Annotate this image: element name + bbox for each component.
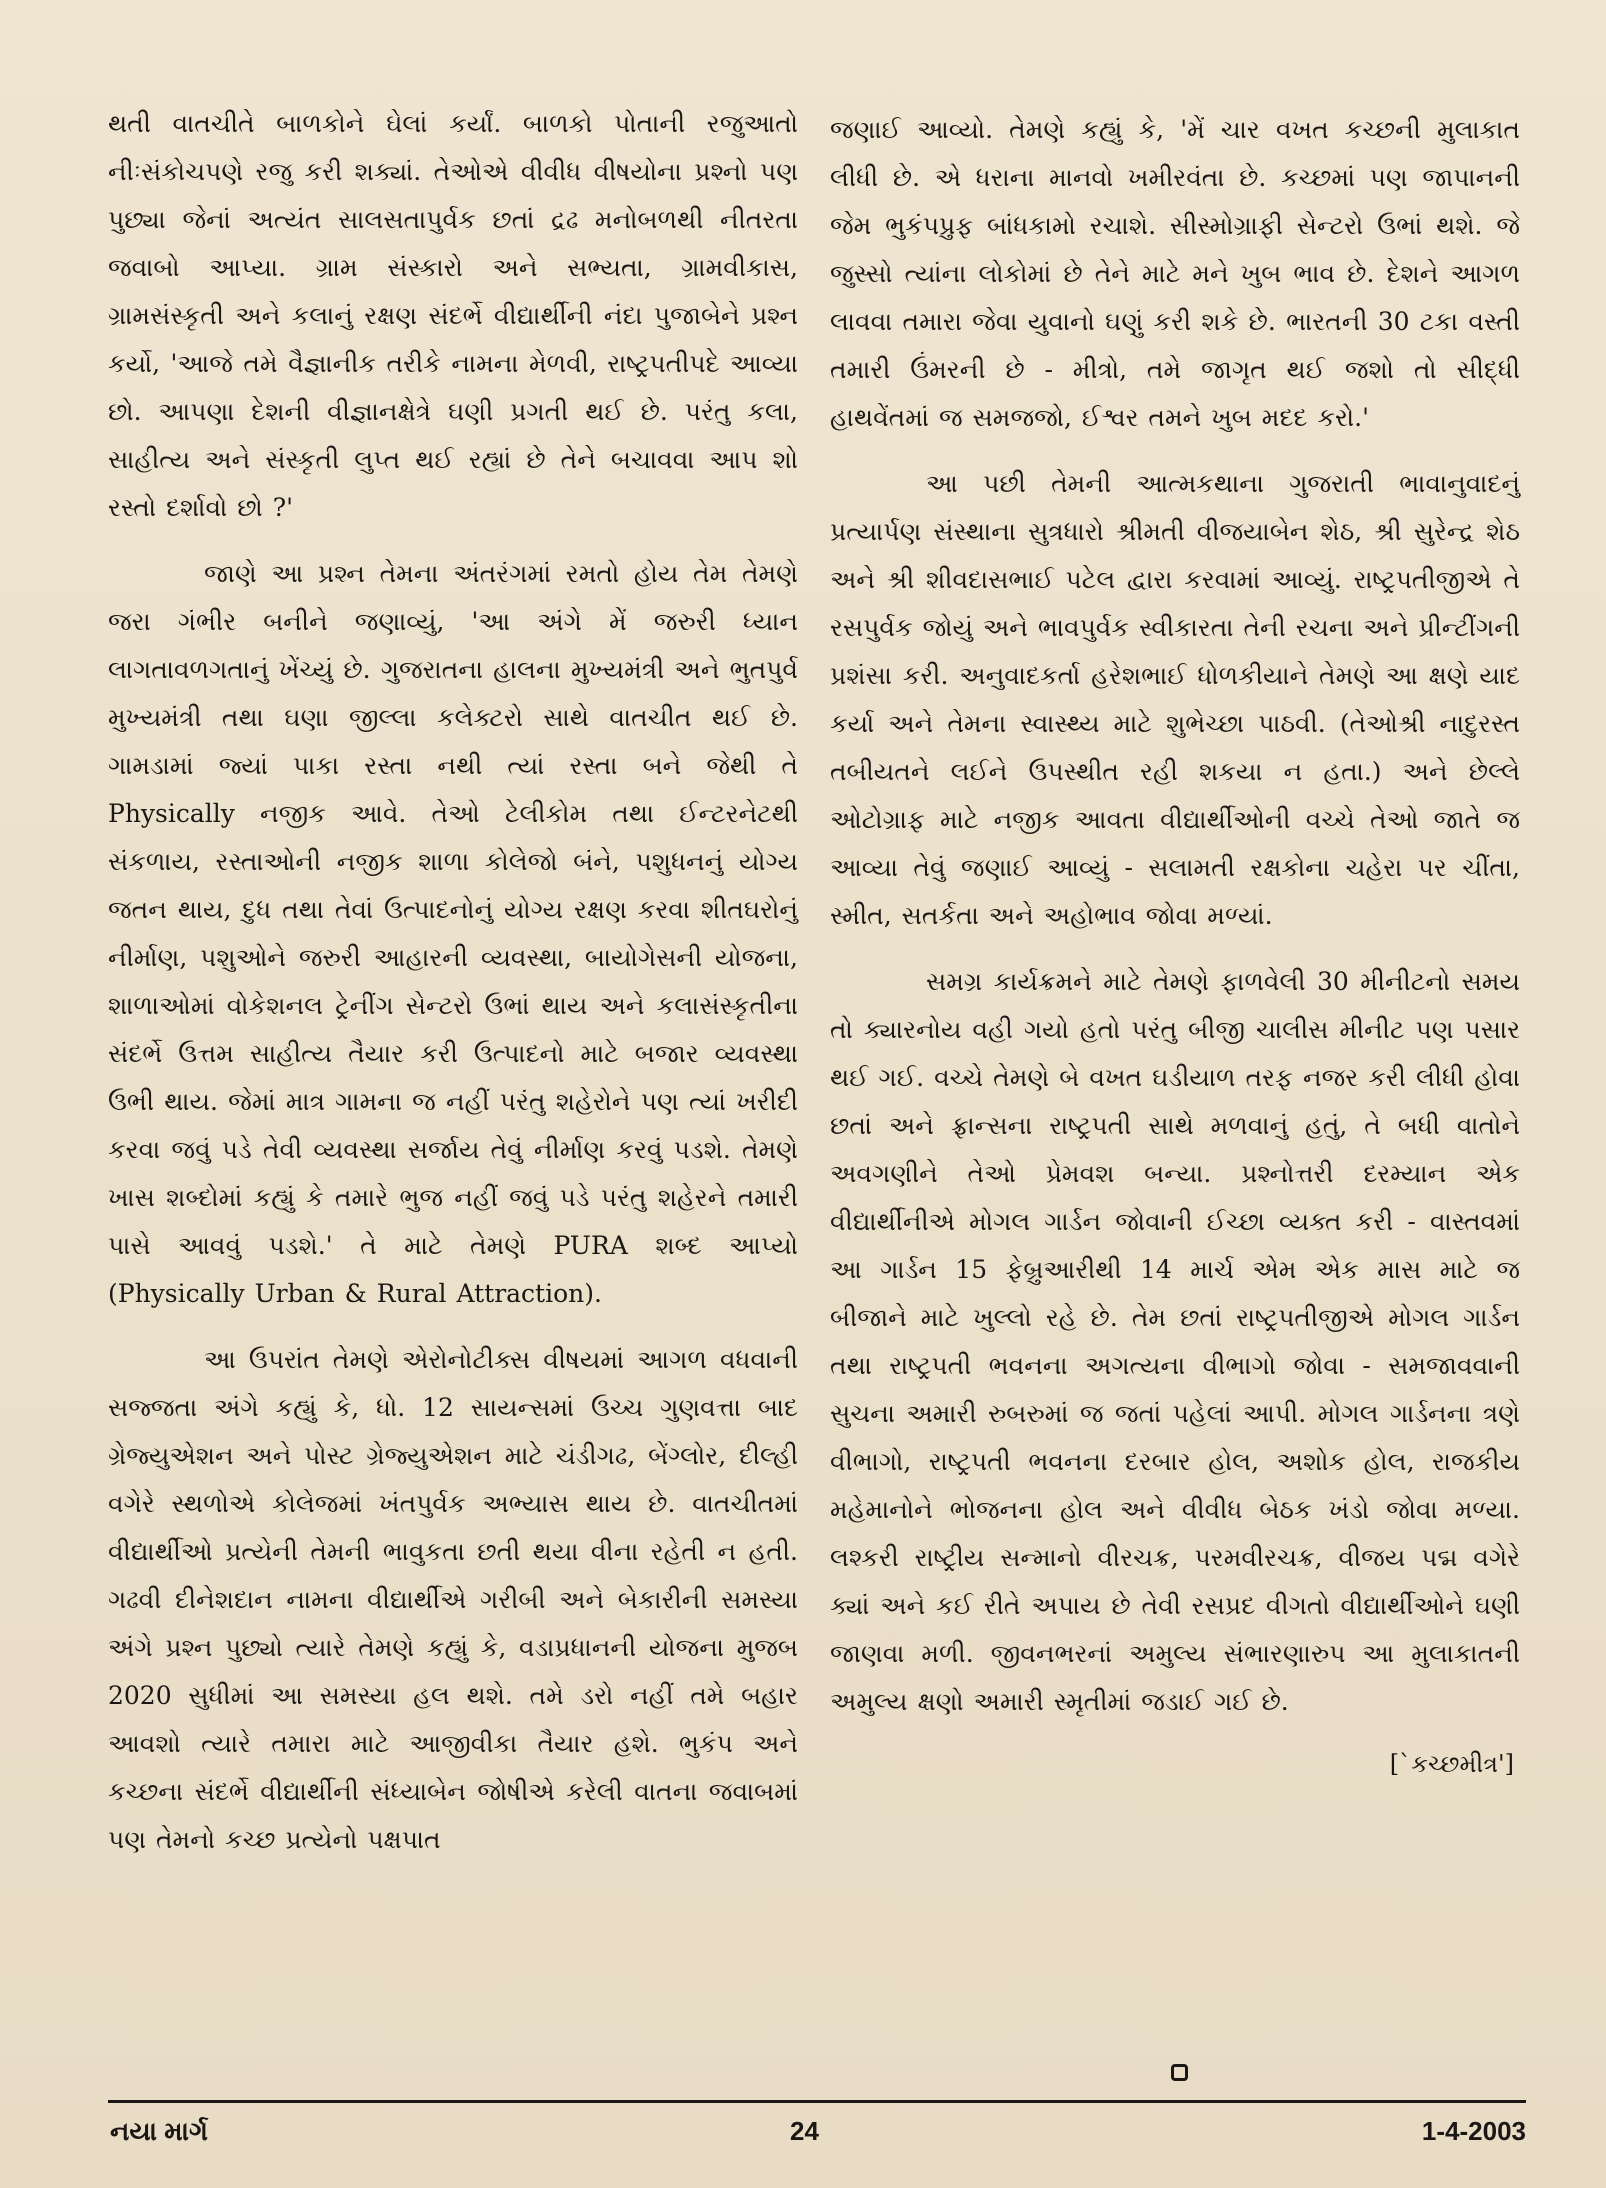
end-of-article-square-icon xyxy=(1171,2064,1188,2081)
paragraph: સમગ્ર કાર્યક્રમને માટે તેમણે ફાળવેલી 30 મીનીટનો સમય તો ક્યારનોય વહી ગયો હતો પરંતુ બીજી ચાલીસ મીનીટ પણ પસાર થઈ ગઈ. વચ્ચે તેમણે બે વખત ઘડીયાળ તરફ નજર કરી લીધી હોવા છતાં અને ફ્રાન્સના રાષ્ટ્રપતી સાથે મળવાનું હતું, તે બધી વાતોને અવગણીને તેઓ પ્રેમવશ બન્યા. પ્રશ્નોત્તરી દરમ્યાન એક વીદ્યાર્થીનીએ મોગલ ગાર્ડન જોવાની ઈચ્છા વ્યક્ત કરી - વાસ્તવમાં આ ગાર્ડન 15 ફેબ્રુઆરીથી 14 માર્ચ એમ એક માસ માટે જ બીજાને માટે ખુલ્લો રહે છે. તેમ છતાં રાષ્ટ્રપતીજીએ મોગલ ગાર્ડન તથા રાષ્ટ્રપતી ભવનના અગત્યના વીભાગો જોવા - સમજાવવાની સુચના અમારી રુબરુમાં જ જતાં પહેલાં આપી. મોગલ ગાર્ડનના ત્રણે વીભાગો, રાષ્ટ્રપતી ભવનના દરબાર હોલ, અશોક હોલ, રાજકીય મહેમાનોને ભોજનના હોલ અને વીવીધ બેઠક ખંડો જોવા મળ્યા. લશ્કરી રાષ્ટ્રીય સન્માનો વીરચક્ર, પરમવીરચક્ર, વીજય પદ્મ વગેરે ક્યાં અને કઈ રીતે અપાય છે તેવી રસપ્રદ વીગતો વીદ્યાર્થીઓને ઘણી જાણવા મળી. જીવનભરનાં અમુલ્ય સંભારણારુપ આ મુલાકાતની અમુલ્ય ક્ષણો અમારી સ્મૃતીમાં જડાઈ ગઈ છે. xyxy=(830,967,1520,1716)
source-credit: [`કચ્છમીત્ર'] xyxy=(1389,1750,1514,1778)
page-number: 24 xyxy=(790,2116,819,2146)
magazine-name: નયા માર્ગ xyxy=(110,2116,208,2146)
right-column xyxy=(830,100,1520,1778)
issue-date: 1-4-2003 xyxy=(1421,2116,1526,2146)
paragraph: થતી વાતચીતે બાળકોને ઘેલાં કર્યાં. બાળકો પોતાની રજુઆતો નીઃસંકોચપણે રજુ કરી શક્યાં. તેઓએ વીવીધ વીષયોના પ્રશ્નો પણ પુછ્યા જેનાં અત્યંત સાલસતાપુર્વક છતાં દ્રઢ મનોબળથી નીતરતા જવાબો આપ્યા. ગ્રામ સંસ્કારો અને સભ્યતા, ગ્રામવીકાસ, ગ્રામસંસ્કૃતી અને કલાનું રક્ષણ સંદર્ભે વીદ્યાર્થીની નંદા પુજાબેને પ્રશ્ન કર્યો, 'આજે તમે વૈજ્ઞાનીક તરીકે નામના મેળવી, રાષ્ટ્રપતીપદે આવ્યા છો. આપણા દેશની વીજ્ઞાનક્ષેત્રે ઘણી પ્રગતી થઈ છે. પરંતુ કલા, સાહીત્ય અને સંસ્કૃતી લુપ્ત થઈ રહ્યાં છે તેને બચાવવા આપ શો રસ્તો દર્શાવો છો ?' xyxy=(108,109,798,522)
paragraph: જાણે આ પ્રશ્ન તેમના અંતરંગમાં રમતો હોય તેમ તેમણે જરા ગંભીર બનીને જણાવ્યું, 'આ અંગે મેં જરુરી ધ્યાન લાગતાવળગતાનું ખેંચ્યું છે. ગુજરાતના હાલના મુખ્યમંત્રી અને ભુતપુર્વ મુખ્યમંત્રી તથા ઘણા જીલ્લા કલેક્ટરો સાથે વાતચીત થઈ છે. ગામડામાં જ્યાં પાકા રસ્તા નથી ત્યાં રસ્તા બને જેથી તે Physically નજીક આવે. તેઓ ટેલીકોમ તથા ઈન્ટરનેટથી સંકળાય, રસ્તાઓની નજીક શાળા કોલેજો બંને, પશુધનનું યોગ્ય જતન થાય, દુધ તથા તેવાં ઉત્પાદનોનું યોગ્ય રક્ષણ કરવા શીતઘરોનું નીર્માણ, પશુઓને જરુરી આહારની વ્યવસ્થા, બાયોગેસની યોજના, શાળાઓમાં વોકેશનલ ટ્રેનીંગ સેન્ટરો ઉભાં થાય અને કલાસંસ્કૃતીના સંદર્ભે ઉત્તમ સાહીત્ય તૈયાર કરી ઉત્પાદનો માટે બજાર વ્યવસ્થા ઉભી થાય. જેમાં માત્ર ગામના જ નહીં પરંતુ શહેરોને પણ ત્યાં ખરીદી કરવા જવું પડે તેવી વ્યવસ્થા સર્જાય તેવું નીર્માણ કરવું પડશે. તેમણે ખાસ શબ્દોમાં કહ્યું કે તમારે ભુજ નહીં જવું પડે પરંતુ શહેરને તમારી પાસે આવવું પડશે.' તે માટે તેમણે PURA શબ્દ આપ્યો (Physically Urban & Rural Attraction). xyxy=(108,559,798,1308)
paragraph: આ ઉપરાંત તેમણે એરોનોટીક્સ વીષયમાં આગળ વધવાની સજ્જતા અંગે કહ્યું કે, ધો. 12 સાયન્સમાં ઉચ્ચ ગુણવત્તા બાદ ગ્રેજ્યુએશન અને પોસ્ટ ગ્રેજ્યુએશન માટે ચંડીગઢ, બેંગ્લોર, દીલ્હી વગેરે સ્થળોએ કોલેજમાં ખંતપુર્વક અભ્યાસ થાય છે. વાતચીતમાં વીદ્યાર્થીઓ પ્રત્યેની તેમની ભાવુકતા છતી થયા વીના રહેતી ન હતી. ગઢવી દીનેશદાન નામના વીદ્યાર્થીએ ગરીબી અને બેકારીની સમસ્યા અંગે પ્રશ્ન પુછ્યો ત્યારે તેમણે કહ્યું કે, વડાપ્રધાનની યોજના મુજબ 2020 સુધીમાં આ સમસ્યા હલ થશે. તમે ડરો નહીં તમે બહાર આવશો ત્યારે તમારા માટે આજીવીકા તૈયાર હશે. ભુકંપ અને કચ્છના સંદર્ભે વીદ્યાર્થીની સંધ્યાબેન જોષીએ કરેલી વાતના જવાબમાં પણ તેમનો કચ્છ પ્રત્યેનો પક્ષપાત xyxy=(108,1345,798,1854)
paragraph: જણાઈ આવ્યો. તેમણે કહ્યું કે, 'મેં ચાર વખત કચ્છની મુલાકાત લીધી છે. એ ધરાના માનવો ખમીરવંતા છે. કચ્છમાં પણ જાપાનની જેમ ભુકંપપ્રુફ બાંધકામો રચાશે. સીસ્મોગ્રાફી સેન્ટરો ઉભાં થશે. જે જુસ્સો ત્યાંના લોકોમાં છે તેને માટે મને ખુબ ભાવ છે. દેશને આગળ લાવવા તમારા જેવા યુવાનો ઘણું કરી શકે છે. ભારતની 30 ટકા વસ્તી તમારી ઉંમરની છે - મીત્રો, તમે જાગૃત થઈ જશો તો સીદ્ધી હાથવેંતમાં જ સમજજો, ઈશ્વર તમને ખુબ મદદ કરો.' xyxy=(830,115,1520,432)
paragraph: આ પછી તેમની આત્મકથાના ગુજરાતી ભાવાનુવાદનું પ્રત્યાર્પણ સંસ્થાના સુત્રધારો શ્રીમતી વીજયાબેન શેઠ, શ્રી સુરેન્દ્ર શેઠ અને શ્રી શીવદાસભાઈ પટેલ દ્વારા કરવામાં આવ્યું. રાષ્ટ્રપતીજીએ તે રસપુર્વક જોયું અને ભાવપુર્વક સ્વીકારતા તેની રચના અને પ્રીન્ટીંગની પ્રશંસા કરી. અનુવાદકર્તા હરેશભાઈ ધોળકીયાને તેમણે આ ક્ષણે યાદ કર્યા અને તેમના સ્વાસ્થ્ય માટે શુભેચ્છા પાઠવી. (તેઓશ્રી નાદુરસ્ત તબીયતને લઈને ઉપસ્થીત રહી શકયા ન હતા.) અને છેલ્લે ઓટોગ્રાફ માટે નજીક આવતા વીદ્યાર્થીઓની વચ્ચે તેઓ જાતે જ આવ્યા તેવું જણાઈ આવ્યું - સલામતી રક્ષકોના ચહેરા પર ચીંતા, સ્મીત, સતર્કતા અને અહોભાવ જોવા મળ્યાં. xyxy=(830,469,1520,930)
left-column xyxy=(108,100,798,1864)
footer-divider xyxy=(108,2100,1526,2103)
